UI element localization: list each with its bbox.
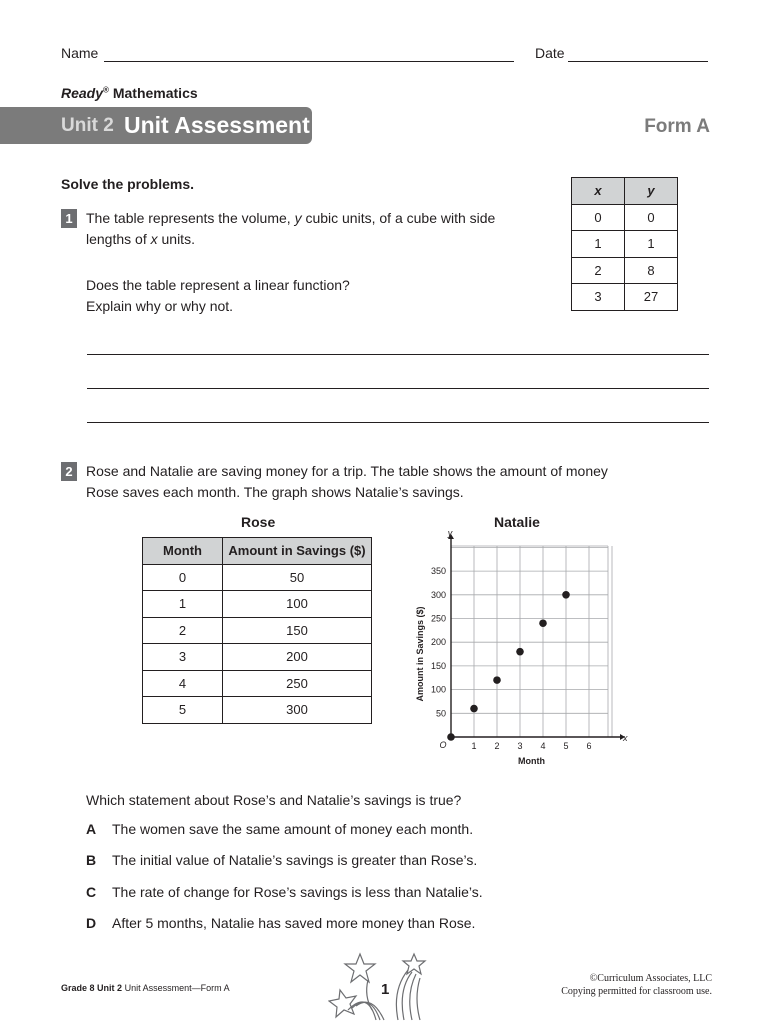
table-cell: 1: [572, 231, 625, 258]
question-1-prompt: [86, 275, 350, 317]
table-header-cell: x: [572, 178, 625, 205]
question-2-text: [86, 461, 608, 503]
q1-table: [571, 177, 678, 311]
table-row: [143, 564, 372, 591]
x-tick-label: 6: [586, 741, 592, 751]
q1-var-x: x: [150, 231, 158, 247]
table-cell: 250: [223, 670, 372, 697]
copyright: ©Curriculum Associates, LLC: [589, 973, 712, 984]
y-tick-label: 200: [430, 637, 446, 648]
name-line[interactable]: [104, 61, 514, 62]
brand-mathematics: Mathematics: [112, 85, 198, 101]
brand: [61, 85, 198, 101]
permission: Copying permitted for classroom use.: [561, 986, 712, 997]
y-axis-label: Amount in Savings ($): [415, 606, 425, 702]
choice-c[interactable]: [86, 884, 483, 902]
origin-label: O: [439, 740, 447, 750]
page-number: 1: [381, 981, 390, 998]
table-row: [143, 697, 372, 724]
table-cell: 2: [572, 257, 625, 284]
table-cell: 100: [223, 591, 372, 618]
date-label: Date: [535, 45, 565, 61]
choice-letter: C: [86, 884, 97, 900]
table-row: [572, 204, 678, 231]
table-row: [143, 591, 372, 618]
question-1-number: 1: [61, 209, 77, 228]
table-cell: 3: [143, 644, 223, 671]
choice-letter: B: [86, 852, 97, 868]
name-label: Name: [61, 45, 99, 61]
natalie-title: Natalie: [494, 514, 540, 530]
choice-text: The rate of change for Rose’s savings is less than Natalie’s.: [112, 884, 483, 900]
x-axis-letter: x: [623, 733, 628, 743]
table-header-cell: Month: [143, 538, 223, 565]
question-1-line-2: [86, 229, 495, 250]
date-line[interactable]: [568, 61, 708, 62]
y-tick-label: 350: [430, 566, 446, 577]
form-label: Form A: [644, 116, 710, 137]
table-cell: 0: [143, 564, 223, 591]
rose-table: [142, 537, 372, 724]
table-cell: 5: [143, 697, 223, 724]
question-1-prompt-line-1: Does the table represent a linear function?: [86, 277, 350, 293]
table-row: [572, 231, 678, 258]
table-cell: 8: [624, 257, 677, 284]
table-cell: 150: [223, 617, 372, 644]
table-row: [572, 257, 678, 284]
answer-line[interactable]: [87, 354, 709, 355]
choice-text: The women save the same amount of money each month.: [112, 821, 474, 837]
table-header-row: [572, 178, 678, 205]
choice-d[interactable]: [86, 915, 476, 933]
y-axis-letter: y: [447, 530, 453, 538]
footer-left: [61, 983, 230, 993]
brand-ready: Ready: [61, 85, 104, 101]
table-cell: 50: [223, 564, 372, 591]
footer-form: Unit Assessment—Form A: [124, 983, 230, 993]
table-cell: 1: [624, 231, 677, 258]
x-tick-label: 5: [563, 741, 569, 751]
choice-a[interactable]: [86, 821, 474, 839]
instructions: Solve the problems.: [61, 176, 195, 192]
q1-text-d: units.: [157, 231, 195, 247]
q1-text-b: cubic units, of a cube with side: [301, 210, 496, 226]
table-row: [143, 670, 372, 697]
table-cell: 4: [143, 670, 223, 697]
y-tick-label: 50: [435, 708, 446, 719]
footer-unit: Unit 2: [97, 983, 123, 993]
x-tick-label: 4: [540, 741, 546, 751]
footer-grade: Grade 8: [61, 983, 95, 993]
page-title: Unit Assessment: [124, 112, 310, 138]
question-1-text: [86, 208, 495, 250]
question-2-number: 2: [61, 462, 77, 481]
x-tick-label: 2: [494, 741, 500, 751]
question-2-line-2: Rose saves each month. The graph shows Natalie’s savings.: [86, 484, 464, 500]
x-tick-label: 1: [471, 741, 477, 751]
table-row: [143, 644, 372, 671]
y-tick-label: 250: [430, 613, 446, 624]
table-header-cell: y: [624, 178, 677, 205]
data-point: [516, 648, 524, 656]
table-row: [143, 617, 372, 644]
y-tick-label: 150: [430, 660, 446, 671]
brand-registered: ®: [103, 85, 109, 95]
natalie-chart: [400, 530, 630, 775]
y-tick-label: 300: [430, 589, 446, 600]
table-row: [572, 284, 678, 311]
question-2-line-1: Rose and Natalie are saving money for a trip. The table shows the amount of money: [86, 463, 608, 479]
x-axis-label: Month: [518, 756, 545, 766]
table-header-row: [143, 538, 372, 565]
question-2-prompt: Which statement about Rose’s and Natalie’s savings is true?: [86, 792, 462, 808]
q1-var-y: y: [294, 210, 302, 226]
table-cell: 3: [572, 284, 625, 311]
question-1-line-1: [86, 208, 495, 229]
data-point: [539, 619, 547, 627]
answer-line[interactable]: [87, 422, 709, 423]
answer-line[interactable]: [87, 388, 709, 389]
table-cell: 300: [223, 697, 372, 724]
choice-letter: A: [86, 821, 97, 837]
table-header-cell: Amount in Savings ($): [223, 538, 372, 565]
choice-letter: D: [86, 915, 97, 931]
table-cell: 200: [223, 644, 372, 671]
x-tick-label: 3: [517, 741, 523, 751]
data-point: [493, 676, 501, 684]
table-cell: 1: [143, 591, 223, 618]
footer-right: [561, 972, 712, 998]
choice-b[interactable]: [86, 852, 478, 870]
rose-title: Rose: [241, 514, 276, 530]
choice-text: The initial value of Natalie’s savings is greater than Rose’s.: [112, 852, 478, 868]
question-1-prompt-line-2: Explain why or why not.: [86, 298, 234, 314]
q1-text-c: lengths of: [86, 231, 151, 247]
y-tick-label: 100: [430, 684, 446, 695]
table-cell: 27: [624, 284, 677, 311]
unit-label: Unit 2: [61, 115, 114, 136]
q1-text-a: The table represents the volume,: [86, 210, 295, 226]
data-point: [470, 705, 478, 713]
data-point: [562, 591, 570, 599]
table-cell: 0: [624, 204, 677, 231]
choice-text: After 5 months, Natalie has saved more money than Rose.: [112, 915, 476, 931]
table-cell: 2: [143, 617, 223, 644]
data-point: [447, 733, 455, 741]
table-cell: 0: [572, 204, 625, 231]
